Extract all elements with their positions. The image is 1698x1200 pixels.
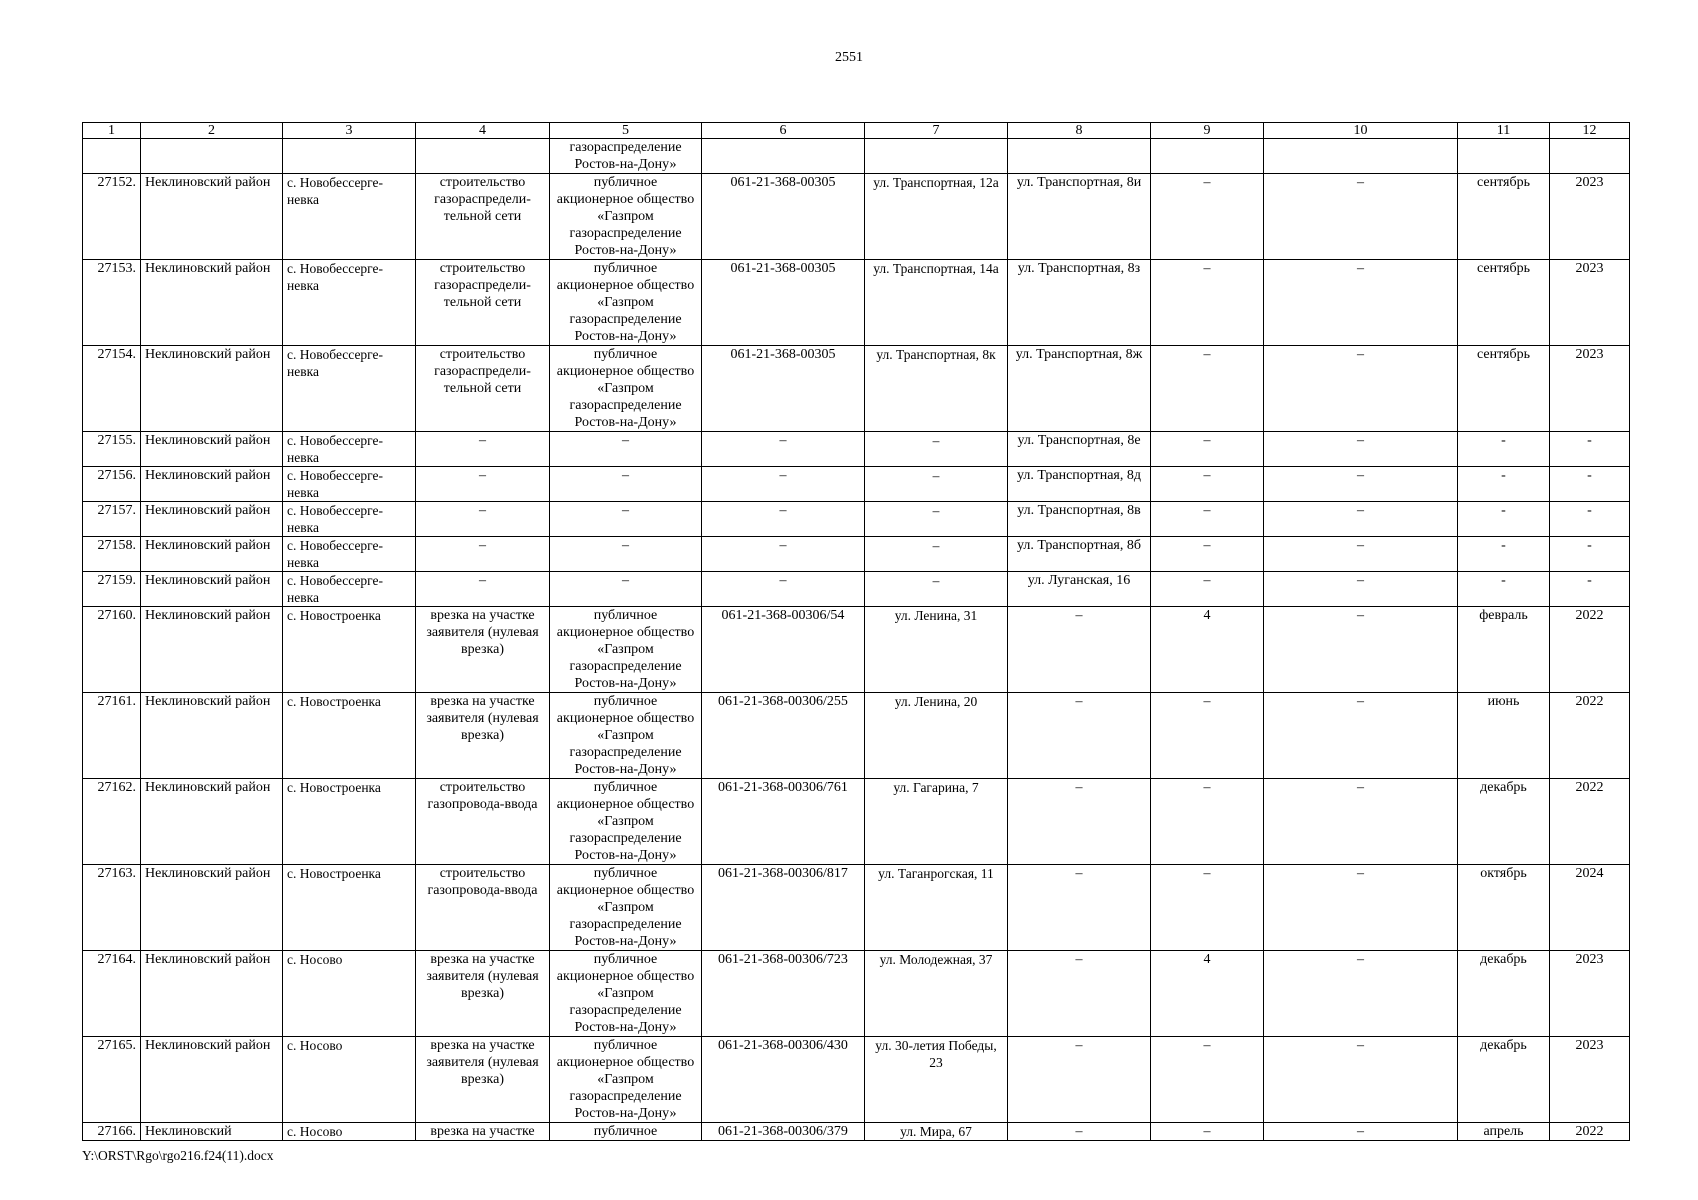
table-cell: 061-21-368-00305 xyxy=(702,174,865,260)
table-cell: – xyxy=(702,467,865,502)
table-cell: февраль xyxy=(1458,607,1550,693)
table-cell: Неклиновский район xyxy=(141,174,283,260)
table-cell: ул. Транспортная, 8в xyxy=(1008,502,1151,537)
table-cell: 27159. xyxy=(83,572,141,607)
table-cell: 2024 xyxy=(1550,865,1630,951)
table-cell: 2022 xyxy=(1550,607,1630,693)
table-cell: публичное акционерное общество «Газпром газораспределение Ростов-на-Дону» xyxy=(550,260,702,346)
table-cell: ул. Транспортная, 8и xyxy=(1008,174,1151,260)
column-number: 4 xyxy=(416,123,550,139)
table-cell: врезка на участке заявителя (нулевая врезка) xyxy=(416,693,550,779)
table-cell: – xyxy=(865,537,1008,572)
table-cell: ул. Таганрогская, 11 xyxy=(865,865,1008,951)
cell xyxy=(83,139,141,174)
table-cell: – xyxy=(1008,951,1151,1037)
table-cell: – xyxy=(1008,779,1151,865)
column-number: 9 xyxy=(1151,123,1264,139)
table-cell: Неклиновский район xyxy=(141,693,283,779)
table-row xyxy=(83,572,1630,607)
cell xyxy=(283,139,416,174)
table-cell: - xyxy=(1550,537,1630,572)
table-cell: 061-21-368-00305 xyxy=(702,260,865,346)
table-cell: Неклиновский район xyxy=(141,432,283,467)
cell xyxy=(1008,139,1151,174)
table-cell: публичное xyxy=(550,1123,702,1141)
table-cell: - xyxy=(1550,502,1630,537)
table-cell: врезка на участке xyxy=(416,1123,550,1141)
table-cell: 2022 xyxy=(1550,779,1630,865)
table-cell: врезка на участке заявителя (нулевая врезка) xyxy=(416,607,550,693)
cell xyxy=(1550,139,1630,174)
table-cell: 4 xyxy=(1151,951,1264,1037)
table-cell: 061-21-368-00306/723 xyxy=(702,951,865,1037)
table-cell: врезка на участке заявителя (нулевая врезка) xyxy=(416,951,550,1037)
table-cell: – xyxy=(702,537,865,572)
table-cell: – xyxy=(1151,693,1264,779)
table-row xyxy=(83,467,1630,502)
column-number-row xyxy=(83,123,1630,139)
table-cell: – xyxy=(1264,174,1458,260)
table-cell: с. Новостроенка xyxy=(283,693,416,779)
table-cell: – xyxy=(416,537,550,572)
cell xyxy=(1458,139,1550,174)
table-cell: публичное акционерное общество «Газпром газораспределение Ростов-на-Дону» xyxy=(550,1037,702,1123)
table-cell: – xyxy=(1151,467,1264,502)
table-cell: ул. Мира, 67 xyxy=(865,1123,1008,1141)
table-cell: строительство газораспредели-тельной сети xyxy=(416,174,550,260)
table-cell: с. Носово xyxy=(283,1037,416,1123)
table-cell: с. Носово xyxy=(283,1123,416,1141)
table-cell: - xyxy=(1458,502,1550,537)
table-cell: 4 xyxy=(1151,607,1264,693)
table-cell: ул. Ленина, 31 xyxy=(865,607,1008,693)
table-cell: декабрь xyxy=(1458,951,1550,1037)
table-cell: 27165. xyxy=(83,1037,141,1123)
table-cell: с. Новостроенка xyxy=(283,607,416,693)
table-cell: – xyxy=(1151,537,1264,572)
table-cell: Неклиновский район xyxy=(141,537,283,572)
table-cell: ул. Транспортная, 8з xyxy=(1008,260,1151,346)
table-row xyxy=(83,432,1630,467)
table-cell: 27152. xyxy=(83,174,141,260)
register-table xyxy=(82,122,1630,1141)
table-cell: – xyxy=(1264,779,1458,865)
column-number: 7 xyxy=(865,123,1008,139)
cell xyxy=(416,139,550,174)
table-cell: – xyxy=(1151,432,1264,467)
table-cell: Неклиновский район xyxy=(141,502,283,537)
table-cell: ул. Молодежная, 37 xyxy=(865,951,1008,1037)
table-row xyxy=(83,260,1630,346)
column-number: 8 xyxy=(1008,123,1151,139)
table-cell: Неклиновский район xyxy=(141,779,283,865)
table-cell: – xyxy=(1264,467,1458,502)
table-cell: строительство газопровода-ввода xyxy=(416,865,550,951)
table-cell: с. Новобессерге-невка xyxy=(283,260,416,346)
table-row xyxy=(83,693,1630,779)
table-cell: 061-21-368-00306/255 xyxy=(702,693,865,779)
table-cell: – xyxy=(416,432,550,467)
table-cell: - xyxy=(1550,572,1630,607)
table-cell: – xyxy=(1264,865,1458,951)
table-cell: 2023 xyxy=(1550,951,1630,1037)
table-cell: – xyxy=(1151,572,1264,607)
table-cell: ул. Гагарина, 7 xyxy=(865,779,1008,865)
cell xyxy=(865,139,1008,174)
column-number: 6 xyxy=(702,123,865,139)
table-cell: сентябрь xyxy=(1458,174,1550,260)
table-cell: 27153. xyxy=(83,260,141,346)
table-cell: - xyxy=(1458,572,1550,607)
table-cell: – xyxy=(550,572,702,607)
table-cell: с. Новобессерге-невка xyxy=(283,537,416,572)
table-cell: – xyxy=(1264,346,1458,432)
table-cell: Неклиновский район xyxy=(141,865,283,951)
table-cell: с. Новобессерге-невка xyxy=(283,346,416,432)
table-cell: с. Носово xyxy=(283,951,416,1037)
table-cell: ул. Транспортная, 8ж xyxy=(1008,346,1151,432)
table-cell: публичное акционерное общество «Газпром газораспределение Ростов-на-Дону» xyxy=(550,951,702,1037)
table-row xyxy=(83,346,1630,432)
table-cell: 27163. xyxy=(83,865,141,951)
table-cell: ул. Транспортная, 8д xyxy=(1008,467,1151,502)
table-cell: – xyxy=(1151,779,1264,865)
table-cell: 2023 xyxy=(1550,346,1630,432)
table-cell: – xyxy=(1151,260,1264,346)
column-number: 2 xyxy=(141,123,283,139)
column-number: 10 xyxy=(1264,123,1458,139)
table-row xyxy=(83,537,1630,572)
table-row xyxy=(83,951,1630,1037)
table-cell: ул. Транспортная, 8б xyxy=(1008,537,1151,572)
table-cell: 27162. xyxy=(83,779,141,865)
table-cell: – xyxy=(1008,607,1151,693)
table-cell: с. Новостроенка xyxy=(283,865,416,951)
table-cell: Неклиновский район xyxy=(141,1037,283,1123)
table-cell: – xyxy=(865,467,1008,502)
table-cell: – xyxy=(416,572,550,607)
table-cell: строительство газопровода-ввода xyxy=(416,779,550,865)
table-cell: – xyxy=(1264,432,1458,467)
table-cell: – xyxy=(1008,1037,1151,1123)
table-cell: Неклиновский район xyxy=(141,467,283,502)
table-cell: – xyxy=(1008,865,1151,951)
table-cell: – xyxy=(1264,1037,1458,1123)
table-cell: – xyxy=(1264,1123,1458,1141)
table-cell: – xyxy=(702,572,865,607)
table-cell: Неклиновский район xyxy=(141,951,283,1037)
table-row xyxy=(83,607,1630,693)
table-cell: 061-21-368-00306/817 xyxy=(702,865,865,951)
table-cell: 27156. xyxy=(83,467,141,502)
table-cell: - xyxy=(1550,467,1630,502)
table-cell: Неклиновский район xyxy=(141,572,283,607)
column-number: 12 xyxy=(1550,123,1630,139)
table-cell: строительство газораспредели-тельной сети xyxy=(416,346,550,432)
table-row xyxy=(83,865,1630,951)
table-cell: - xyxy=(1458,537,1550,572)
table-cell: – xyxy=(865,572,1008,607)
table-cell: 061-21-368-00306/430 xyxy=(702,1037,865,1123)
table-cell: Неклиновский xyxy=(141,1123,283,1141)
table-cell: - xyxy=(1550,432,1630,467)
table-cell: с. Новобессерге-невка xyxy=(283,572,416,607)
cell xyxy=(1264,139,1458,174)
table-cell: с. Новобессерге-невка xyxy=(283,502,416,537)
table-row xyxy=(83,1123,1630,1141)
table-cell: строительство газораспредели-тельной сети xyxy=(416,260,550,346)
table-cell: 061-21-368-00306/379 xyxy=(702,1123,865,1141)
table-cell: декабрь xyxy=(1458,1037,1550,1123)
table-cell: 27154. xyxy=(83,346,141,432)
footer-file-path: Y:\ORST\Rgo\rgo216.f24(11).docx xyxy=(82,1148,274,1163)
table-cell: ул. Транспортная, 14а xyxy=(865,260,1008,346)
table-cell: – xyxy=(1264,572,1458,607)
table-cell: – xyxy=(1151,174,1264,260)
table-body xyxy=(83,123,1630,1141)
table-cell: – xyxy=(550,537,702,572)
table-cell: с. Новобессерге-невка xyxy=(283,174,416,260)
cell xyxy=(702,139,865,174)
table-cell: декабрь xyxy=(1458,779,1550,865)
table-cell: 2023 xyxy=(1550,260,1630,346)
table-cell: 061-21-368-00306/54 xyxy=(702,607,865,693)
table-cell: 061-21-368-00305 xyxy=(702,346,865,432)
table-row xyxy=(83,502,1630,537)
table-cell: публичное акционерное общество «Газпром газораспределение Ростов-на-Дону» xyxy=(550,779,702,865)
table-cell: – xyxy=(702,432,865,467)
table-cell: публичное акционерное общество «Газпром газораспределение Ростов-на-Дону» xyxy=(550,607,702,693)
table-cell: 27155. xyxy=(83,432,141,467)
table-cell: 2023 xyxy=(1550,1037,1630,1123)
table-cell: ул. 30-летия Победы, 23 xyxy=(865,1037,1008,1123)
table-cell: – xyxy=(550,502,702,537)
table-cell: – xyxy=(1264,607,1458,693)
table-cell: публичное акционерное общество «Газпром газораспределение Ростов-на-Дону» xyxy=(550,693,702,779)
table-cell: ул. Транспортная, 8е xyxy=(1008,432,1151,467)
table-cell: – xyxy=(1008,1123,1151,1141)
table-cell: – xyxy=(1264,537,1458,572)
table-cell: – xyxy=(1264,693,1458,779)
table-cell: – xyxy=(1264,502,1458,537)
table-cell: - xyxy=(1458,467,1550,502)
table-cell: – xyxy=(865,432,1008,467)
page-number: 2551 xyxy=(835,50,863,65)
table-cell: – xyxy=(865,502,1008,537)
table-cell: Неклиновский район xyxy=(141,346,283,432)
cell: газораспределение Ростов-на-Дону» xyxy=(550,139,702,174)
table-cell: октябрь xyxy=(1458,865,1550,951)
column-number: 5 xyxy=(550,123,702,139)
table-cell: 27160. xyxy=(83,607,141,693)
table-cell: сентябрь xyxy=(1458,346,1550,432)
table-cell: с. Новобессерге-невка xyxy=(283,432,416,467)
table-cell: Неклиновский район xyxy=(141,607,283,693)
table-cell: – xyxy=(550,467,702,502)
column-number: 3 xyxy=(283,123,416,139)
column-number: 11 xyxy=(1458,123,1550,139)
table-cell: 2022 xyxy=(1550,693,1630,779)
table-cell: с. Новостроенка xyxy=(283,779,416,865)
table-cell: 27166. xyxy=(83,1123,141,1141)
table-cell: – xyxy=(1151,1037,1264,1123)
table-cell: ул. Ленина, 20 xyxy=(865,693,1008,779)
table-cell: с. Новобессерге-невка xyxy=(283,467,416,502)
table-cell: – xyxy=(1151,346,1264,432)
table-cell: – xyxy=(416,467,550,502)
table-row xyxy=(83,779,1630,865)
cell xyxy=(1151,139,1264,174)
table-cell: апрель xyxy=(1458,1123,1550,1141)
table-cell: – xyxy=(1264,951,1458,1037)
table-cell: – xyxy=(1008,693,1151,779)
table-cell: ул. Транспортная, 8к xyxy=(865,346,1008,432)
table-cell: публичное акционерное общество «Газпром газораспределение Ростов-на-Дону» xyxy=(550,174,702,260)
table-cell: 27164. xyxy=(83,951,141,1037)
table-cell: – xyxy=(550,432,702,467)
table-cell: публичное акционерное общество «Газпром газораспределение Ростов-на-Дону» xyxy=(550,346,702,432)
table-cell: ул. Луганская, 16 xyxy=(1008,572,1151,607)
column-number: 1 xyxy=(83,123,141,139)
table-cell: 2023 xyxy=(1550,174,1630,260)
table-row xyxy=(83,1037,1630,1123)
table-cell: 2022 xyxy=(1550,1123,1630,1141)
table-cell: 061-21-368-00306/761 xyxy=(702,779,865,865)
table-cell: 27161. xyxy=(83,693,141,779)
table-cell: Неклиновский район xyxy=(141,260,283,346)
table-cell: врезка на участке заявителя (нулевая врезка) xyxy=(416,1037,550,1123)
table-cell: – xyxy=(1151,502,1264,537)
cell xyxy=(141,139,283,174)
table-cell: – xyxy=(1264,260,1458,346)
table-cell: 27158. xyxy=(83,537,141,572)
table-cell: ул. Транспортная, 12а xyxy=(865,174,1008,260)
table-cell: – xyxy=(1151,1123,1264,1141)
table-cell: – xyxy=(416,502,550,537)
table-cell: - xyxy=(1458,432,1550,467)
table-cell: – xyxy=(1151,865,1264,951)
continuation-row xyxy=(83,139,1630,174)
table-cell: июнь xyxy=(1458,693,1550,779)
table-cell: сентябрь xyxy=(1458,260,1550,346)
table-cell: – xyxy=(702,502,865,537)
table-cell: публичное акционерное общество «Газпром газораспределение Ростов-на-Дону» xyxy=(550,865,702,951)
table-row xyxy=(83,174,1630,260)
table-cell: 27157. xyxy=(83,502,141,537)
